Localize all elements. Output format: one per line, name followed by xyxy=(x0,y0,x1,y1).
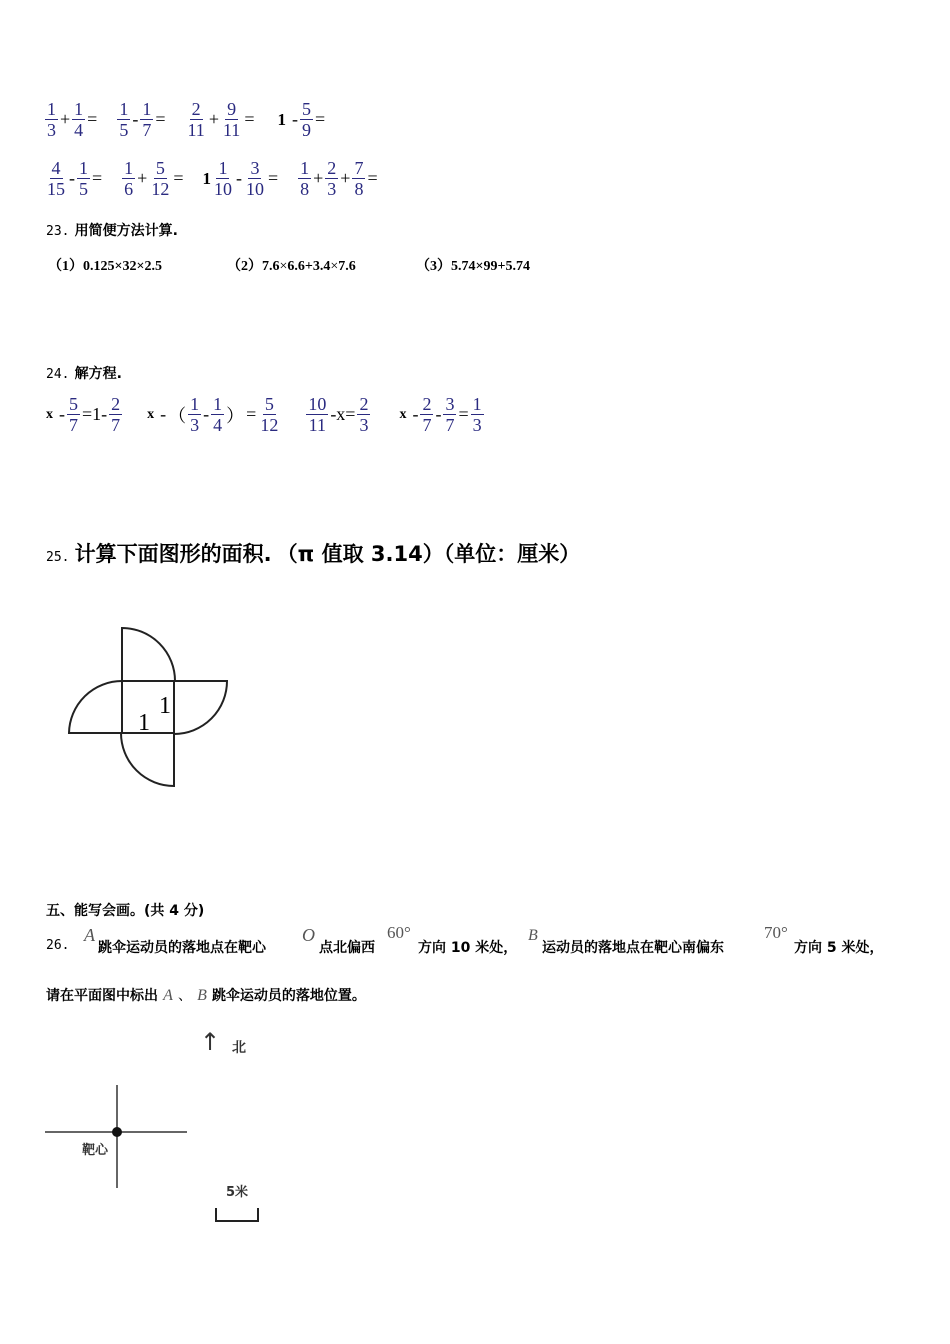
angle-60: 60° xyxy=(387,923,411,942)
side-label-b: 1 xyxy=(159,693,171,719)
equation-4: x - $\frac{2}{7}$ - $\frac{3}{7}$ = $\frac{1}{3}$ xyxy=(399,394,482,435)
question-number: 26. xyxy=(46,938,70,953)
q23-header xyxy=(46,220,178,240)
center-label: 靶心 xyxy=(82,1143,109,1158)
point-a-var: A xyxy=(84,925,95,945)
calc-1-1: $\frac{1}{3}$ + $\frac{1}{4}$ = xyxy=(47,99,98,140)
right-half-circle xyxy=(174,681,227,734)
pinwheel-figure xyxy=(60,620,240,795)
calc-2-2: $\frac{1}{6}$ + $\frac{5}{12}$ = xyxy=(124,158,184,199)
calc-1-3: $\frac{2}{11}$ + $\frac{9}{11}$ = xyxy=(187,99,255,140)
target-center-dot xyxy=(112,1127,122,1137)
point-o-var: O xyxy=(302,925,315,945)
q23-item-1: （1）0.125×32×2.5 xyxy=(48,259,162,274)
question-title: 计算下面图形的面积. xyxy=(74,542,272,566)
bottom-half-circle xyxy=(121,733,174,786)
side-label-a: 1 xyxy=(138,710,150,736)
q23-item-2: （2）7.6×6.6+3.4×7.6 xyxy=(227,259,356,274)
equation-1: x - $\frac{5}{7}$ =1- $\frac{2}{7}$ xyxy=(46,394,121,435)
calc-2-4: $\frac{1}{8}$ + $\frac{2}{3}$ + $\frac{7}{8}$ = xyxy=(300,158,378,199)
target-cross xyxy=(40,1080,200,1195)
question-number: 23. xyxy=(46,224,70,239)
calc-1-2: $\frac{1}{5}$ - $\frac{1}{7}$ = xyxy=(119,99,166,140)
point-b-var: B xyxy=(528,927,538,944)
question-note: （π 值取 3.14）（单位：厘米） xyxy=(276,542,581,566)
calc-2-3: 1 $\frac{1}{10}$ - $\frac{3}{10}$ = xyxy=(202,158,279,199)
q23-item-3: （3）5.74×99+5.74 xyxy=(416,259,530,274)
equation-3: $\frac{10}{11}$ -x= $\frac{2}{3}$ xyxy=(308,394,369,435)
angle-70: 70° xyxy=(764,923,788,942)
question-title: 解方程. xyxy=(74,366,122,382)
calc-1-4: 1 - $\frac{5}{9}$ = xyxy=(277,99,326,140)
q24-header xyxy=(46,363,122,383)
question-title: 用简便方法计算. xyxy=(74,223,178,239)
north-arrow-icon: ↑ xyxy=(200,1028,221,1056)
calc-2-1: $\frac{4}{15}$ - $\frac{1}{5}$ = xyxy=(47,158,103,199)
q26-line-2: 请在平面图中标出 A 、 B 跳伞运动员的落地位置。 xyxy=(46,987,366,1004)
scale-bar xyxy=(212,1205,264,1225)
section-title: 五、能写会画。(共 4 分) xyxy=(46,903,205,919)
question-number: 24. xyxy=(46,367,70,382)
q25-header xyxy=(46,538,580,568)
q24-equations xyxy=(46,395,485,434)
question-number: 25. xyxy=(46,550,70,565)
scale-label: 5米 xyxy=(226,1185,249,1200)
equation-2: x - （ $\frac{1}{3}$ - $\frac{1}{4}$ ） = $\frac{5}{12}$ xyxy=(147,394,279,435)
top-half-circle xyxy=(122,628,175,681)
left-half-circle xyxy=(69,681,122,733)
oral-calc-row-1 xyxy=(44,100,326,139)
oral-calc-row-2 xyxy=(44,159,379,198)
north-label: 北 xyxy=(232,1040,246,1056)
